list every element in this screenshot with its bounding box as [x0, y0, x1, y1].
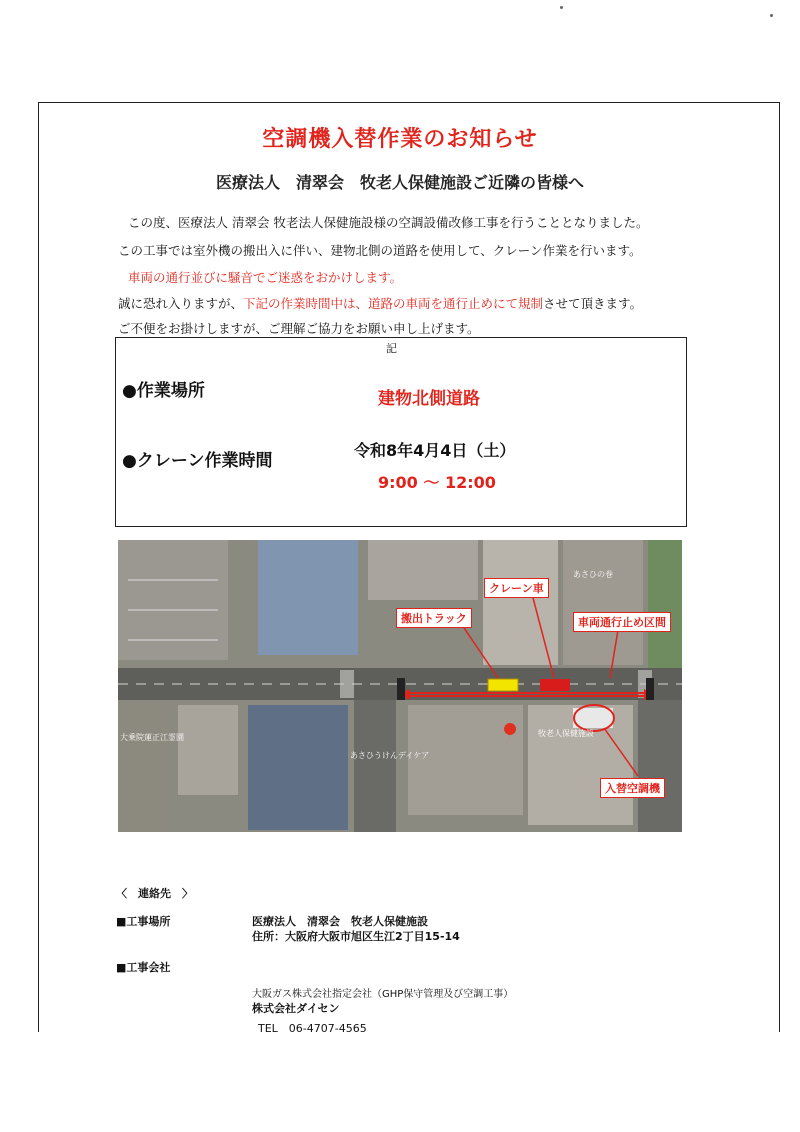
street-label-temple: 大乗院蓮正江霊園 — [120, 733, 184, 742]
building-block — [178, 705, 238, 795]
body-line-3: 車両の通行並びに騒音でご迷惑をおかけします。 — [128, 270, 403, 285]
notice-subtitle: 医療法人 清翠会 牧老人保健施設ご近隣の皆様へ — [215, 173, 584, 192]
work-date: 令和8年4月4日（土） — [354, 441, 516, 460]
company-name: 株式会社ダイセン — [252, 1002, 340, 1015]
location-label: ●作業場所 — [122, 381, 205, 401]
body-line-5: ご不便をお掛けしますが、ご理解ご協力をお願い申し上げます。 — [118, 321, 480, 336]
street-label-daycare: あさひうけんデイケア — [350, 751, 430, 760]
cemetery-block — [118, 705, 170, 832]
scan-speck — [770, 14, 773, 17]
truck-marker — [488, 679, 518, 691]
map-svg — [118, 540, 682, 832]
ki-mark: 記 — [386, 342, 397, 355]
body-line-4-part-a: 誠に恐れ入りますが、 — [118, 296, 244, 311]
road-sign — [646, 678, 654, 700]
body-line-4 — [118, 294, 642, 312]
crane-marker — [540, 679, 570, 691]
notice-title: 空調機入替作業のお知らせ — [262, 127, 538, 152]
crosswalk — [340, 670, 354, 698]
blue-roof-building — [258, 540, 358, 655]
body-line-2: この工事では室外機の搬出入に伴い、建物北側の道路を使用して、クレーン作業を行います。 — [118, 243, 642, 258]
road-sign — [397, 678, 405, 700]
company-tel: TEL 06-4707-4565 — [258, 1022, 367, 1035]
site-address: 住所：大阪府大阪市旭区生江2丁目15-14 — [252, 930, 460, 943]
parking-lot — [118, 540, 228, 660]
site-label: ■工事場所 — [116, 915, 171, 928]
notice-box — [115, 337, 687, 527]
building-block — [368, 540, 478, 600]
body-line-1: この度、医療法人 清翠会 牧老法人保健施設様の空調設備改修工事を行うこととなりました。 — [128, 215, 649, 230]
building-block — [483, 540, 558, 665]
crane-time-label: ●クレーン作業時間 — [122, 451, 273, 471]
site-map — [118, 540, 682, 832]
work-time: 9:00 〜 12:00 — [378, 473, 496, 492]
label-closure: 車両通行止め区間 — [573, 612, 671, 632]
body-line-4-part-c: させて頂きます。 — [543, 296, 643, 311]
residential-roofs — [248, 705, 348, 830]
label-ac-unit: 入替空調機 — [600, 778, 665, 798]
street-label-asahi: あさひの巻 — [573, 570, 613, 579]
location-value: 建物北側道路 — [378, 389, 480, 409]
body-line-4-part-b: 下記の作業時間中は、道路の車両を通行止めにて規制 — [243, 296, 544, 311]
street-label-facility: 牧老人保健施設 — [538, 729, 594, 738]
company-label: ■工事会社 — [116, 961, 171, 974]
side-road — [638, 700, 682, 832]
company-subtitle: 大阪ガス株式会社指定会社（GHP保守管理及び空調工事） — [252, 989, 514, 1000]
side-road — [354, 700, 396, 832]
ac-unit-area — [573, 708, 613, 728]
scan-speck — [560, 6, 563, 9]
label-truck: 搬出トラック — [396, 608, 472, 628]
building-block — [563, 540, 643, 665]
green-strip — [648, 540, 682, 670]
label-crane: クレーン車 — [484, 578, 549, 598]
site-name: 医療法人 清翠会 牧老人保健施設 — [252, 915, 428, 928]
contact-heading: 〈 連絡先 〉 — [116, 887, 193, 900]
